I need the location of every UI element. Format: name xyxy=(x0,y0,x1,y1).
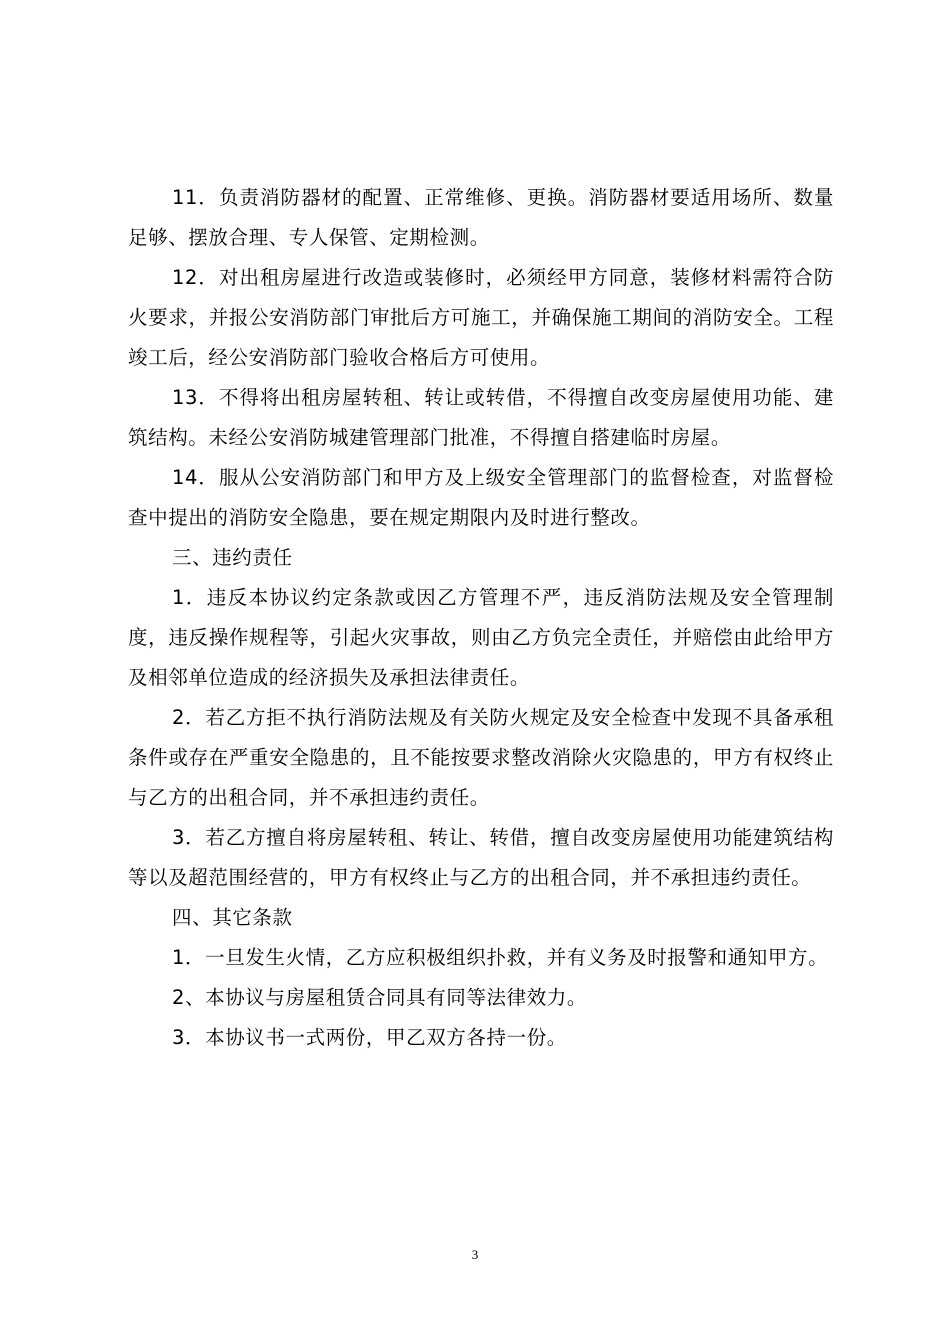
page-number: 3 xyxy=(471,1247,479,1262)
other-clause-1: 1．一旦发生火情，乙方应积极组织扑救，并有义务及时报警和通知甲方。 xyxy=(172,946,829,969)
breach-clause-3: 3．若乙方擅自将房屋转租、转让、转借，擅自改变房屋使用功能建筑结构等以及超范围经营的，甲方有权终止与乙方的出租合同，并不承担违约责任。 xyxy=(128,826,834,889)
other-clause-3: 3．本协议书一式两份，甲乙双方各持一份。 xyxy=(172,1026,567,1049)
clause-14: 14．服从公安消防部门和甲方及上级安全管理部门的监督检查，对监督检查中提出的消防安全隐患，要在规定期限内及时进行整改。 xyxy=(128,466,834,529)
section-heading-breach-liability: 三、违约责任 xyxy=(172,546,293,569)
section-heading-other-terms: 四、其它条款 xyxy=(172,906,293,929)
clause-11: 11．负责消防器材的配置、正常维修、更换。消防器材要适用场所、数量足够、摆放合理、专人保管、定期检测。 xyxy=(128,186,834,249)
breach-clause-1: 1．违反本协议约定条款或因乙方管理不严，违反消防法规及安全管理制度，违反操作规程等，引起火灾事故，则由乙方负完全责任，并赔偿由此给甲方及相邻单位造成的经济损失及承担法律责任。 xyxy=(128,586,834,689)
clause-12: 12．对出租房屋进行改造或装修时，必须经甲方同意，装修材料需符合防火要求，并报公安消防部门审批后方可施工，并确保施工期间的消防安全。工程竣工后，经公安消防部门验收合格后方可使用。 xyxy=(128,266,834,369)
document-body xyxy=(128,178,834,1058)
other-clause-2: 2、本协议与房屋租赁合同具有同等法律效力。 xyxy=(172,986,588,1009)
clause-13: 13．不得将出租房屋转租、转让或转借，不得擅自改变房屋使用功能、建筑结构。未经公安消防城建管理部门批准，不得擅自搭建临时房屋。 xyxy=(128,386,834,449)
breach-clause-2: 2．若乙方拒不执行消防法规及有关防火规定及安全检查中发现不具备承租条件或存在严重安全隐患的，且不能按要求整改消除火灾隐患的，甲方有权终止与乙方的出租合同，并不承担违约责任。 xyxy=(128,706,834,809)
